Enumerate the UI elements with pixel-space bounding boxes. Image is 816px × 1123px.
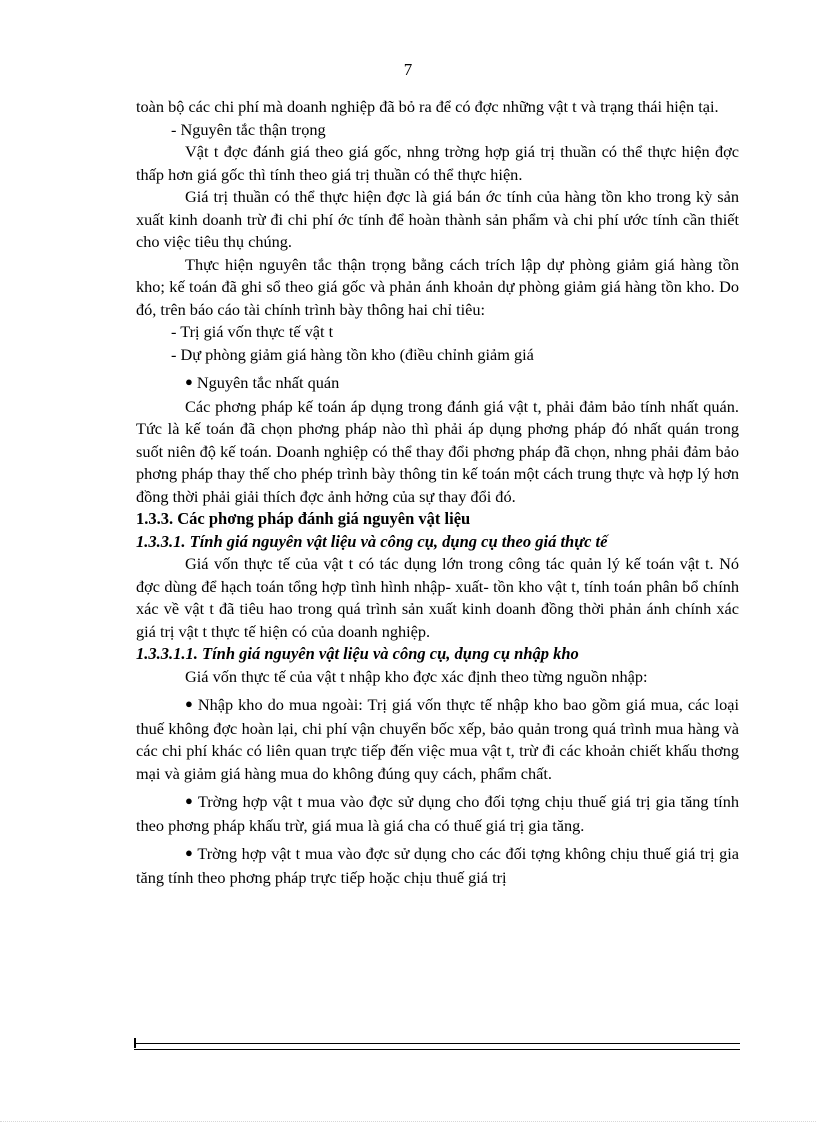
list-item-dash: - Nguyên tắc thận trọng [171,119,326,139]
paragraph: Giá vốn thực tế của vật t có tác dụng lớn trong công tác quản lý kế toán vật t. Nó đợc dùng để hạch toán tổng hợp tình hình nhập- xuất- tồn kho vật t, tính toán phân bổ chính xác về vật t đã tiêu hao trong quá trình sản xuất kinh doanh đồng thời phản ánh chính xác giá trị vật t thực tế hiện có của doanh nghiệp. [136,554,739,641]
bullet-text: Nguyên tắc nhất quán [196,373,340,392]
bullet-item [136,372,739,396]
footer-double-rule [134,1043,740,1050]
bullet-item [136,791,739,837]
bullet-icon: ● [185,696,194,711]
bullet-text: Nhập kho do mua ngoài: Trị giá vốn thực tế nhập kho bao gồm giá mua, các loại thuế không đợc hoàn lại, chi phí vận chuyển bốc xếp, bảo quản trong quá trình mua hàng và các chi phí khác có liên quan trực tiếp đến việc mua vật t, trừ đi các khoản chiết khấu thơng mại và giảm giá hàng mua do không đúng quy cách, phẩm chất. [136,695,739,783]
paragraph: Giá vốn thực tế của vật t nhập kho đợc xác định theo từng nguồn nhập: [185,666,648,686]
bullet-item [136,843,739,889]
paragraph: toàn bộ các chi phí mà doanh nghiệp đã bỏ ra để có đợc những vật t và trạng thái hiện tại. [136,97,719,116]
list-item-dash: - Dự phòng giảm giá hàng tồn kho (điều chỉnh giảm giá [171,344,534,364]
bullet-text: Trờng hợp vật t mua vào đợc sử dụng cho các đối tợng không chịu thuế giá trị gia tăng tính theo phơng pháp trực tiếp hoặc chịu thuế giá trị [136,844,739,887]
bullet-item [136,694,739,785]
document-body [136,96,739,889]
subsection-heading: 1.3.3.1. Tính giá nguyên vật liệu và công cụ, dụng cụ theo giá thực tế [136,531,608,551]
page-bottom-edge [0,1121,816,1122]
bullet-text: Trờng hợp vật t mua vào đợc sử dụng cho đối tợng chịu thuế giá trị gia tăng tính theo phơng pháp khấu trừ, giá mua là giá cha có thuế giá trị gia tăng. [136,792,739,835]
bullet-icon: ● [185,845,194,860]
paragraph: Vật t đợc đánh giá theo giá gốc, nhng trờng hợp giá trị thuần có thể thực hiện đợc thấp hơn giá gốc thì tính theo giá trị thuần có thể thực hiện. [136,142,739,184]
paragraph: Giá trị thuần có thể thực hiện đợc là giá bán ớc tính của hàng tồn kho trong kỳ sản xuất kinh doanh trừ đi chi phí ớc tính để hoàn thành sản phẩm và chi phí ước tính cần thiết cho việc tiêu thụ chúng. [136,187,739,251]
list-item-dash: - Trị giá vốn thực tế vật t [171,322,334,341]
page-number: 7 [403,60,413,79]
footer-rule-tick [134,1038,136,1048]
paragraph: Thực hiện nguyên tắc thận trọng bằng cách trích lập dự phòng giảm giá hàng tồn kho; kế toán đã ghi sổ theo giá gốc và phản ánh khoản dự phòng giảm giá hàng tồn kho. Do đó, trên báo cáo tài chính trình bày thông hai chỉ tiêu: [136,254,739,319]
subsection-heading: 1.3.3.1.1. Tính giá nguyên vật liệu và công cụ, dụng cụ nhập kho [136,644,579,663]
section-heading: 1.3.3. Các phơng pháp đánh giá nguyên vật liệu [136,509,471,528]
bullet-icon: ● [185,374,193,389]
bullet-icon: ● [185,793,194,808]
paragraph: Các phơng pháp kế toán áp dụng trong đánh giá vật t, phải đảm bảo tính nhất quán. Tức là kế toán đã chọn phơng pháp nào thì phải áp dụng phơng pháp đó nhất quán trong suốt niên độ kế toán. Doanh nghiệp có thể thay đổi phơng pháp đã chọn, nhng phải đảm bảo phơng pháp thay thế cho phép trình bày thông tin kế toán một cách trung thực và hợp lý hơn đồng thời phải giải thích đợc ảnh hởng của sự thay đổi đó. [136,396,739,506]
